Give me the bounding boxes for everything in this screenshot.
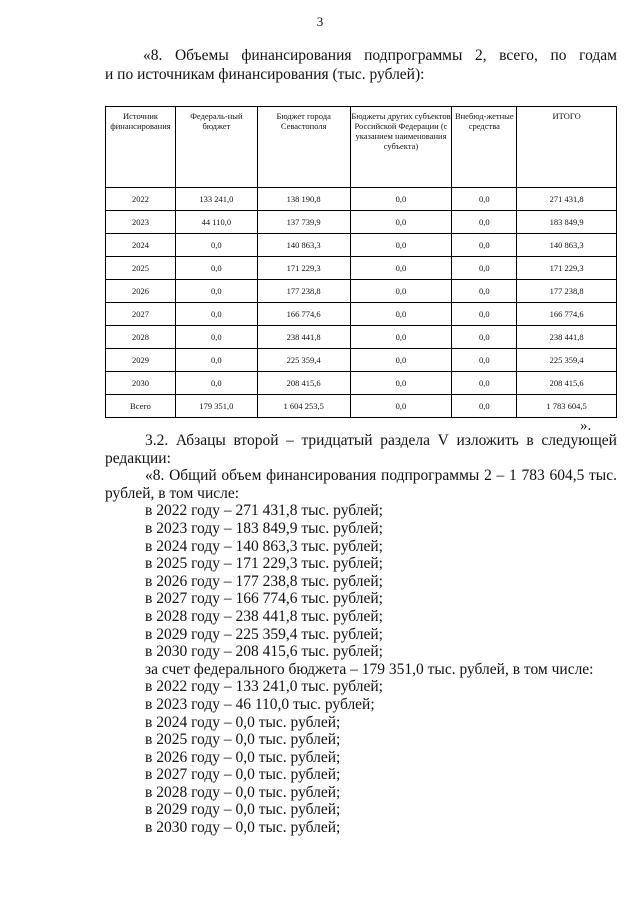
cell-other-regions: 0,0 xyxy=(350,211,452,234)
total-year-line: в 2026 году – 177 238,8 тыс. рублей; xyxy=(145,572,383,590)
cell-extrabudgetary: 0,0 xyxy=(452,395,517,418)
cell-total: 183 849,9 xyxy=(517,211,617,234)
header-source: Источник финансирования xyxy=(106,107,176,188)
cell-total: 271 431,8 xyxy=(517,188,617,211)
cell-city-budget: 140 863,3 xyxy=(257,234,350,257)
table-row xyxy=(106,326,617,349)
cell-other-regions: 0,0 xyxy=(350,188,452,211)
financing-table xyxy=(105,106,617,418)
cell-total: 140 863,3 xyxy=(517,234,617,257)
cell-year: Всего xyxy=(106,395,176,418)
cell-extrabudgetary: 0,0 xyxy=(452,349,517,372)
paragraph-word: изложить xyxy=(456,432,519,449)
paragraph-word: «8. xyxy=(145,467,165,485)
table-header-row xyxy=(106,107,617,188)
paragraph-word: финансирования xyxy=(266,467,377,485)
cell-year: 2029 xyxy=(106,349,176,372)
cell-other-regions: 0,0 xyxy=(350,326,452,349)
heading-word: всего, xyxy=(499,47,538,64)
table-row xyxy=(106,211,617,234)
paragraph-word: 3.2. xyxy=(145,432,169,449)
heading-word: по xyxy=(550,47,567,64)
cell-federal: 0,0 xyxy=(175,326,257,349)
paragraph-word: Абзацы xyxy=(175,432,226,449)
cell-total: 208 415,6 xyxy=(517,372,617,395)
paragraph-word: тыс. xyxy=(589,467,617,485)
cell-city-budget: 171 229,3 xyxy=(257,257,350,280)
cell-total: 238 441,8 xyxy=(517,326,617,349)
table-row xyxy=(106,234,617,257)
table-row xyxy=(106,395,617,418)
cell-city-budget: 238 441,8 xyxy=(257,326,350,349)
table-heading xyxy=(105,46,617,84)
cell-other-regions: 0,0 xyxy=(350,303,452,326)
cell-city-budget: 208 415,6 xyxy=(257,372,350,395)
header-extrabudgetary: Внебюд-жетные средства xyxy=(452,107,517,188)
header-city-budget: Бюджет города Севастополя xyxy=(257,107,350,188)
table-row xyxy=(106,257,617,280)
cell-city-budget: 225 359,4 xyxy=(257,349,350,372)
cell-extrabudgetary: 0,0 xyxy=(452,257,517,280)
paragraph-word: 604,5 xyxy=(549,467,585,485)
total-year-line: в 2028 году – 238 441,8 тыс. рублей; xyxy=(145,607,383,625)
federal-year-line: в 2025 году – 0,0 тыс. рублей; xyxy=(145,731,341,749)
cell-year: 2022 xyxy=(106,188,176,211)
table-row xyxy=(106,372,617,395)
cell-year: 2028 xyxy=(106,326,176,349)
table-row xyxy=(106,303,617,326)
cell-federal: 0,0 xyxy=(175,234,257,257)
total-year-line: в 2022 году – 271 431,8 тыс. рублей; xyxy=(145,502,383,520)
cell-other-regions: 0,0 xyxy=(350,395,452,418)
cell-federal: 0,0 xyxy=(175,372,257,395)
paragraph-word: V xyxy=(437,432,449,449)
cell-year: 2030 xyxy=(106,372,176,395)
body-text xyxy=(105,432,617,837)
federal-year-line: в 2023 году – 46 110,0 тыс. рублей; xyxy=(145,695,375,713)
table-body xyxy=(106,188,617,418)
table-row xyxy=(106,188,617,211)
paragraph-word: тридцатый xyxy=(301,432,373,449)
heading-word: «8. xyxy=(143,47,163,64)
paragraph-8-line-1 xyxy=(105,467,617,485)
paragraph-word: 783 xyxy=(521,467,545,485)
cell-extrabudgetary: 0,0 xyxy=(452,326,517,349)
cell-total: 225 359,4 xyxy=(517,349,617,372)
cell-city-budget: 166 774,6 xyxy=(257,303,350,326)
heading-word: подпрограммы xyxy=(364,47,463,64)
federal-year-line: в 2029 году – 0,0 тыс. рублей; xyxy=(145,801,341,819)
cell-other-regions: 0,0 xyxy=(350,257,452,280)
cell-federal: 0,0 xyxy=(175,280,257,303)
cell-total: 177 238,8 xyxy=(517,280,617,303)
total-year-line: в 2027 году – 166 774,6 тыс. рублей; xyxy=(145,590,383,608)
paragraph-word: подпрограммы xyxy=(381,467,480,485)
heading-line-2: и по источникам финансирования (тыс. рублей): xyxy=(105,66,425,83)
header-total: ИТОГО xyxy=(517,107,617,188)
cell-city-budget: 137 739,9 xyxy=(257,211,350,234)
paragraph-word: 1 xyxy=(509,467,517,485)
heading-word: Объемы xyxy=(174,47,229,64)
cell-extrabudgetary: 0,0 xyxy=(452,303,517,326)
cell-year: 2026 xyxy=(106,280,176,303)
cell-city-budget: 1 604 253,5 xyxy=(257,395,350,418)
cell-city-budget: 177 238,8 xyxy=(257,280,350,303)
paragraph-8-line-2: рублей, в том числе: xyxy=(105,484,240,502)
closing-quote: ». xyxy=(580,418,592,434)
cell-extrabudgetary: 0,0 xyxy=(452,188,517,211)
cell-federal: 0,0 xyxy=(175,303,257,326)
cell-federal: 0,0 xyxy=(175,257,257,280)
federal-year-line: в 2030 году – 0,0 тыс. рублей; xyxy=(145,819,341,837)
total-year-line: в 2024 году – 140 863,3 тыс. рублей; xyxy=(145,537,383,555)
cell-federal: 44 110,0 xyxy=(175,211,257,234)
table-row xyxy=(106,280,617,303)
header-federal: Федераль-ный бюджет xyxy=(175,107,257,188)
paragraph-word: – xyxy=(286,432,294,449)
cell-federal: 0,0 xyxy=(175,349,257,372)
total-year-line: в 2030 году – 208 415,6 тыс. рублей; xyxy=(145,643,383,661)
paragraph-word: объем xyxy=(221,467,262,485)
cell-year: 2024 xyxy=(106,234,176,257)
federal-year-line: в 2027 году – 0,0 тыс. рублей; xyxy=(145,766,341,784)
table-row xyxy=(106,349,617,372)
heading-word: 2, xyxy=(474,47,487,64)
heading-line-1 xyxy=(105,46,617,65)
cell-year: 2025 xyxy=(106,257,176,280)
paragraph-3-2-line-1 xyxy=(105,432,617,450)
cell-total: 1 783 604,5 xyxy=(517,395,617,418)
federal-year-line: в 2028 году – 0,0 тыс. рублей; xyxy=(145,783,341,801)
cell-other-regions: 0,0 xyxy=(350,280,452,303)
heading-word: годам xyxy=(579,47,617,64)
cell-total: 171 229,3 xyxy=(517,257,617,280)
cell-other-regions: 0,0 xyxy=(350,349,452,372)
total-year-line: в 2023 году – 183 849,9 тыс. рублей; xyxy=(145,519,383,537)
paragraph-word: второй xyxy=(233,432,279,449)
total-year-line: в 2025 году – 171 229,3 тыс. рублей; xyxy=(145,555,383,573)
cell-year: 2027 xyxy=(106,303,176,326)
cell-total: 166 774,6 xyxy=(517,303,617,326)
cell-other-regions: 0,0 xyxy=(350,234,452,257)
paragraph-word: раздела xyxy=(380,432,431,449)
federal-year-line: в 2026 году – 0,0 тыс. рублей; xyxy=(145,748,341,766)
total-year-line: в 2029 году – 225 359,4 тыс. рублей; xyxy=(145,625,383,643)
cell-extrabudgetary: 0,0 xyxy=(452,234,517,257)
cell-extrabudgetary: 0,0 xyxy=(452,280,517,303)
header-other-regions: Бюджеты других субъектов Российской Федерации (с указанием наименования субъекта) xyxy=(350,107,452,188)
cell-federal: 133 241,0 xyxy=(175,188,257,211)
cell-extrabudgetary: 0,0 xyxy=(452,372,517,395)
page-number: 3 xyxy=(316,14,324,29)
cell-other-regions: 0,0 xyxy=(350,372,452,395)
paragraph-3-2-line-2: редакции: xyxy=(105,449,171,467)
paragraph-word: – xyxy=(496,467,505,485)
paragraph-word: в xyxy=(526,432,534,449)
paragraph-word: следующей xyxy=(541,432,617,449)
federal-year-line: в 2024 году – 0,0 тыс. рублей; xyxy=(145,713,341,731)
federal-budget-intro: за счет федерального бюджета – 179 351,0 тыс. рублей, в том числе: xyxy=(145,660,594,678)
federal-year-line: в 2022 году – 133 241,0 тыс. рублей; xyxy=(145,678,383,696)
paragraph-word: Общий xyxy=(169,467,217,485)
cell-city-budget: 138 190,8 xyxy=(257,188,350,211)
heading-word: финансирования xyxy=(241,47,352,64)
cell-extrabudgetary: 0,0 xyxy=(452,211,517,234)
paragraph-word: 2 xyxy=(484,467,492,485)
cell-year: 2023 xyxy=(106,211,176,234)
cell-federal: 179 351,0 xyxy=(175,395,257,418)
